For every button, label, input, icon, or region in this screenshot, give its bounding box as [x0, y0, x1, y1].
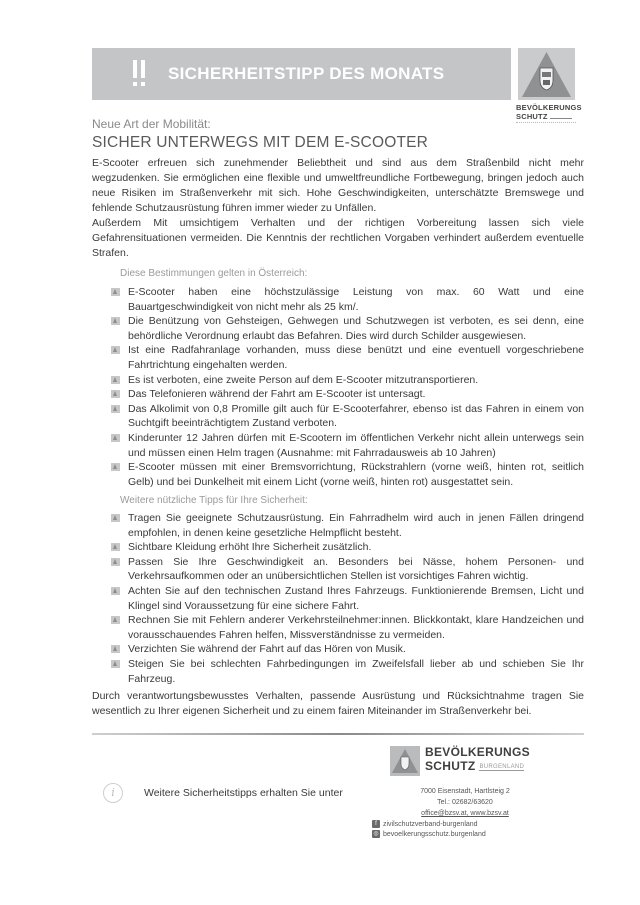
- rule-item: E-Scooter müssen mit einer Bremsvorrichtung, Rückstrahlern (vorne weiß, hinten rot, seitlich Gelb) und bei Dunkelheit mit einem Licht (vorne weiß, hinten rot) ausgestattet sein.: [108, 460, 584, 489]
- triangle-bullet-icon: [111, 543, 120, 551]
- info-icon: i: [103, 783, 123, 803]
- footer-logo-region: BURGENLAND: [479, 763, 525, 770]
- triangle-bullet-icon: [111, 463, 120, 471]
- triangle-bullet-icon: [111, 346, 120, 354]
- triangle-bullet-icon: [111, 376, 120, 384]
- instagram-link[interactable]: ◎ bevoelkerungsschutz.burgenland: [373, 830, 486, 838]
- footer-text: Weitere Sicherheitstipps erhalten Sie unter: [144, 787, 343, 799]
- article-headline: SICHER UNTERWEGS MIT DEM E-SCOOTER: [92, 134, 429, 151]
- logo-line-1: BEVÖLKERUNGS: [516, 103, 582, 112]
- triangle-bullet-icon: [111, 558, 120, 566]
- closing-paragraph: Durch verantwortungsbewusstes Verhalten, passende Ausrüstung und Rücksichtnahme tragen Sie wesentlich zu Ihrer eigenen Sicherheit und zu einem fairen Miteinander im Straßenverkehr bei.: [92, 690, 584, 717]
- tip-item: Verzichten Sie während der Fahrt auf das Hören von Musik.: [108, 642, 584, 657]
- header-banner: [92, 48, 511, 100]
- rule-item: Das Telefonieren während der Fahrt am E-Scooter ist untersagt.: [108, 387, 584, 402]
- intro-paragraph: Außerdem Mit umsichtigem Verhalten und der richtigen Vorbereitung lassen sich viele Gefahrensituationen vermeiden. Die Kenntnis der rechtlichen Vorgaben verhindert außerdem eventuelle Strafen.: [92, 217, 584, 259]
- triangle-bullet-icon: [111, 288, 120, 296]
- rule-item: Ist eine Radfahranlage vorhanden, muss diese benützt und eine eventuell vorgeschriebene Fahrtrichtung eingehalten werden.: [108, 343, 584, 372]
- banner-title: SICHERHEITSTIPP DES MONATS: [168, 64, 445, 83]
- tip-item: Sichtbare Kleidung erhöht Ihre Sicherheit zusätzlich.: [108, 540, 584, 555]
- double-exclamation-icon: [132, 60, 146, 88]
- tips-label: Weitere nützliche Tipps für Ihre Sicherheit:: [120, 495, 308, 506]
- triangle-bullet-icon: [111, 587, 120, 595]
- tip-item: Tragen Sie geeignete Schutzausrüstung. Ein Fahrradhelm wird auch in jenen Fällen dringend empfohlen, in denen keine gesetzliche Helmpflicht besteht.: [108, 511, 584, 540]
- facebook-link[interactable]: f zivilschutzverband-burgenland: [372, 820, 478, 828]
- logo-underline: [550, 115, 572, 119]
- organization-logo-text: [516, 103, 586, 126]
- triangle-bullet-icon: [111, 616, 120, 624]
- footer-logo-line-2: SCHUTZ: [425, 759, 476, 773]
- triangle-bullet-icon: [111, 514, 120, 522]
- triangle-bullet-icon: [111, 405, 120, 413]
- organization-logo: [518, 48, 575, 100]
- instagram-icon: ◎: [373, 831, 379, 837]
- footer-web-link[interactable]: office@bzsv.at, www.bzsv.at: [421, 810, 509, 817]
- footer-logo-line-1: BEVÖLKERUNGS: [425, 745, 530, 759]
- divider: [92, 733, 584, 735]
- rules-label: Diese Bestimmungen gelten in Österreich:: [120, 268, 308, 279]
- footer-logo-crest: [390, 746, 420, 776]
- rule-item: E-Scooter haben eine höchstzulässige Leistung von max. 60 Watt und eine Bauartgeschwindigkeit von nicht mehr als 25 km/.: [108, 285, 584, 314]
- intro-paragraph: E-Scooter erfreuen sich zunehmender Beliebtheit und sind aus dem Straßenbild nicht mehr wegzudenken. Sie ermöglichen eine flexible und umweltfreundliche Fortbewegung, bringen jedoch auch neue Risiken im Straßenverkehr mit sich. Hohe Geschwindigkeiten, unterschätzte Bremswege und fehlende Schutzausrüstung führen immer wieder zu Unfällen.: [92, 157, 584, 214]
- facebook-icon: f: [372, 820, 380, 828]
- triangle-crest-icon: [518, 48, 575, 100]
- rule-item: Die Benützung von Gehsteigen, Gehwegen und Schutzwegen ist verboten, es sei denn, eine behördliche Verordnung erlaubt das Befahren. Dies wird durch Schilder ausgewiesen.: [108, 314, 584, 343]
- triangle-bullet-icon: [111, 317, 120, 325]
- triangle-bullet-icon: [111, 434, 120, 442]
- rule-item: Es ist verboten, eine zweite Person auf dem E-Scooter mitzutransportieren.: [108, 373, 584, 388]
- tip-item: Rechnen Sie mit Fehlern anderer Verkehrsteilnehmer:innen. Blickkontakt, klare Handzeichen und vorausschauendes Fahren helfen, Missverständnisse zu vermeiden.: [108, 613, 584, 642]
- logo-tagline: [516, 122, 576, 126]
- rule-item: Das Alkolimit von 0,8 Promille gilt auch für E-Scooterfahrer, ebenso ist das Fahren in einem von Suchtgift beeinträchtigtem Zustand verboten.: [108, 402, 584, 431]
- tips-list: [108, 511, 584, 686]
- footer-phone: Tel.: 02682/63620: [437, 799, 493, 806]
- logo-line-2: SCHUTZ: [516, 112, 548, 121]
- triangle-bullet-icon: [111, 390, 120, 398]
- triangle-crest-icon: [390, 746, 420, 776]
- tip-item: Steigen Sie bei schlechten Fahrbedingungen im Zweifelsfall lieber ab und schieben Sie Ihr Fahrzeug.: [108, 657, 584, 686]
- tip-item: Achten Sie auf den technischen Zustand Ihres Fahrzeugs. Funktionierende Bremsen, Licht und Klingel sind Voraussetzung für eine sichere Fahrt.: [108, 584, 584, 613]
- tip-item: Passen Sie Ihre Geschwindigkeit an. Besonders bei Nässe, hohem Personen- und Verkehrsaufkommen oder an unübersichtlichen Stellen ist vorsichtiges Fahren wichtig.: [108, 555, 584, 584]
- footer-address: 7000 Eisenstadt, Hartlsteig 2: [420, 788, 510, 795]
- rules-list: [108, 285, 584, 489]
- triangle-bullet-icon: [111, 645, 120, 653]
- article-kicker: Neue Art der Mobilität:: [92, 117, 211, 131]
- intro-text: [92, 156, 584, 261]
- rule-item: Kinderunter 12 Jahren dürfen mit E-Scootern im öffentlichen Verkehr nicht allein unterwegs sein und müssen einen Helm tragen (Ausnahme: mit Fahrradausweis ab 10 Jahren): [108, 431, 584, 460]
- triangle-bullet-icon: [111, 660, 120, 668]
